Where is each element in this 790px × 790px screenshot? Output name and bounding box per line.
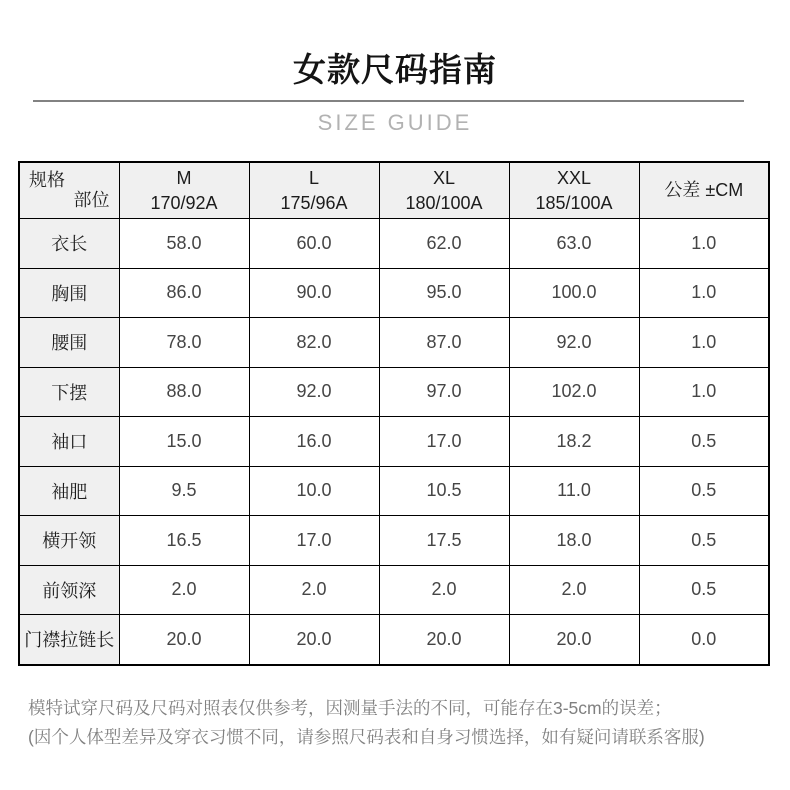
measurement-value-cell: 82.0 [249,318,379,368]
row-label-cell: 袖口 [19,417,119,467]
spec-part-corner-cell [19,162,119,219]
table-row [19,417,769,467]
size-spec: 185/100A [535,192,613,213]
measurement-value-cell: 86.0 [119,268,249,318]
measurement-value-cell: 20.0 [509,615,639,665]
measurement-value-cell: 92.0 [509,318,639,368]
measurement-value-cell: 2.0 [379,565,509,615]
measurement-value-cell: 100.0 [509,268,639,318]
row-label-cell: 腰围 [19,318,119,368]
measurement-value-cell: 62.0 [379,219,509,269]
tolerance-value-cell: 0.5 [639,417,769,467]
measurement-value-cell: 20.0 [119,615,249,665]
measurement-value-cell: 20.0 [249,615,379,665]
size-column-header-l [249,162,379,219]
tolerance-column-header: 公差 ±CM [639,162,769,219]
table-header-row [19,162,769,219]
measurement-value-cell: 78.0 [119,318,249,368]
note-line-2: (因个人体型差异及穿衣习惯不同，请参照尺码表和自身习惯选择，如有疑问请联系客服) [28,727,705,747]
size-chart-table [18,161,770,666]
size-label: M [176,167,192,188]
title-divider [33,100,744,102]
size-label: L [308,167,319,188]
measurement-value-cell: 10.0 [249,466,379,516]
measurement-value-cell: 92.0 [249,367,379,417]
size-column-header-xl [379,162,509,219]
measurement-value-cell: 58.0 [119,219,249,269]
tolerance-value-cell: 1.0 [639,367,769,417]
size-label: XXL [556,167,592,188]
table-row [19,615,769,665]
measurement-value-cell: 17.0 [379,417,509,467]
table-row [19,318,769,368]
measurement-value-cell: 17.0 [249,516,379,566]
measurement-value-cell: 102.0 [509,367,639,417]
tolerance-value-cell: 1.0 [639,219,769,269]
size-column-header-m [119,162,249,219]
measurement-value-cell: 16.0 [249,417,379,467]
size-label: XL [432,167,456,188]
measurement-value-cell: 97.0 [379,367,509,417]
measurement-value-cell: 60.0 [249,219,379,269]
row-label-cell: 胸围 [19,268,119,318]
measurement-value-cell: 2.0 [119,565,249,615]
tolerance-value-cell: 1.0 [639,268,769,318]
page-title: 女款尺码指南 [293,51,497,88]
row-label-cell: 袖肥 [19,466,119,516]
row-label-cell: 前领深 [19,565,119,615]
size-spec: 180/100A [405,192,483,213]
table-row [19,219,769,269]
tolerance-value-cell: 0.5 [639,565,769,615]
table-row [19,565,769,615]
measurement-value-cell: 18.0 [509,516,639,566]
page-subtitle: SIZE GUIDE [317,110,473,135]
tolerance-value-cell: 0.0 [639,615,769,665]
measurement-value-cell: 18.2 [509,417,639,467]
measurement-value-cell: 90.0 [249,268,379,318]
table-row [19,466,769,516]
measurement-value-cell: 2.0 [509,565,639,615]
row-label-cell: 横开领 [19,516,119,566]
table-row [19,516,769,566]
size-spec: 175/96A [280,192,348,213]
table-row [19,268,769,318]
row-label-cell: 门襟拉链长 [19,615,119,665]
table-row [19,367,769,417]
measurement-value-cell: 10.5 [379,466,509,516]
size-spec: 170/92A [150,192,218,213]
measurement-value-cell: 20.0 [379,615,509,665]
tolerance-value-cell: 0.5 [639,516,769,566]
measurement-value-cell: 63.0 [509,219,639,269]
tolerance-value-cell: 1.0 [639,318,769,368]
measurement-value-cell: 17.5 [379,516,509,566]
note-line-1: 模特试穿尺码及尺码对照表仅供参考，因测量手法的不同，可能存在3-5cm的误差； [28,698,672,718]
measurement-value-cell: 15.0 [119,417,249,467]
measurement-value-cell: 11.0 [509,466,639,516]
measurement-value-cell: 9.5 [119,466,249,516]
row-label-cell: 下摆 [19,367,119,417]
corner-spec-label: 规格 [29,170,65,190]
size-column-header-xxl [509,162,639,219]
measurement-value-cell: 16.5 [119,516,249,566]
measurement-value-cell: 88.0 [119,367,249,417]
row-label-cell: 衣长 [19,219,119,269]
measurement-value-cell: 87.0 [379,318,509,368]
notes-section [28,694,773,752]
measurement-value-cell: 95.0 [379,268,509,318]
corner-part-label: 部位 [73,190,110,210]
measurement-value-cell: 2.0 [249,565,379,615]
tolerance-value-cell: 0.5 [639,466,769,516]
